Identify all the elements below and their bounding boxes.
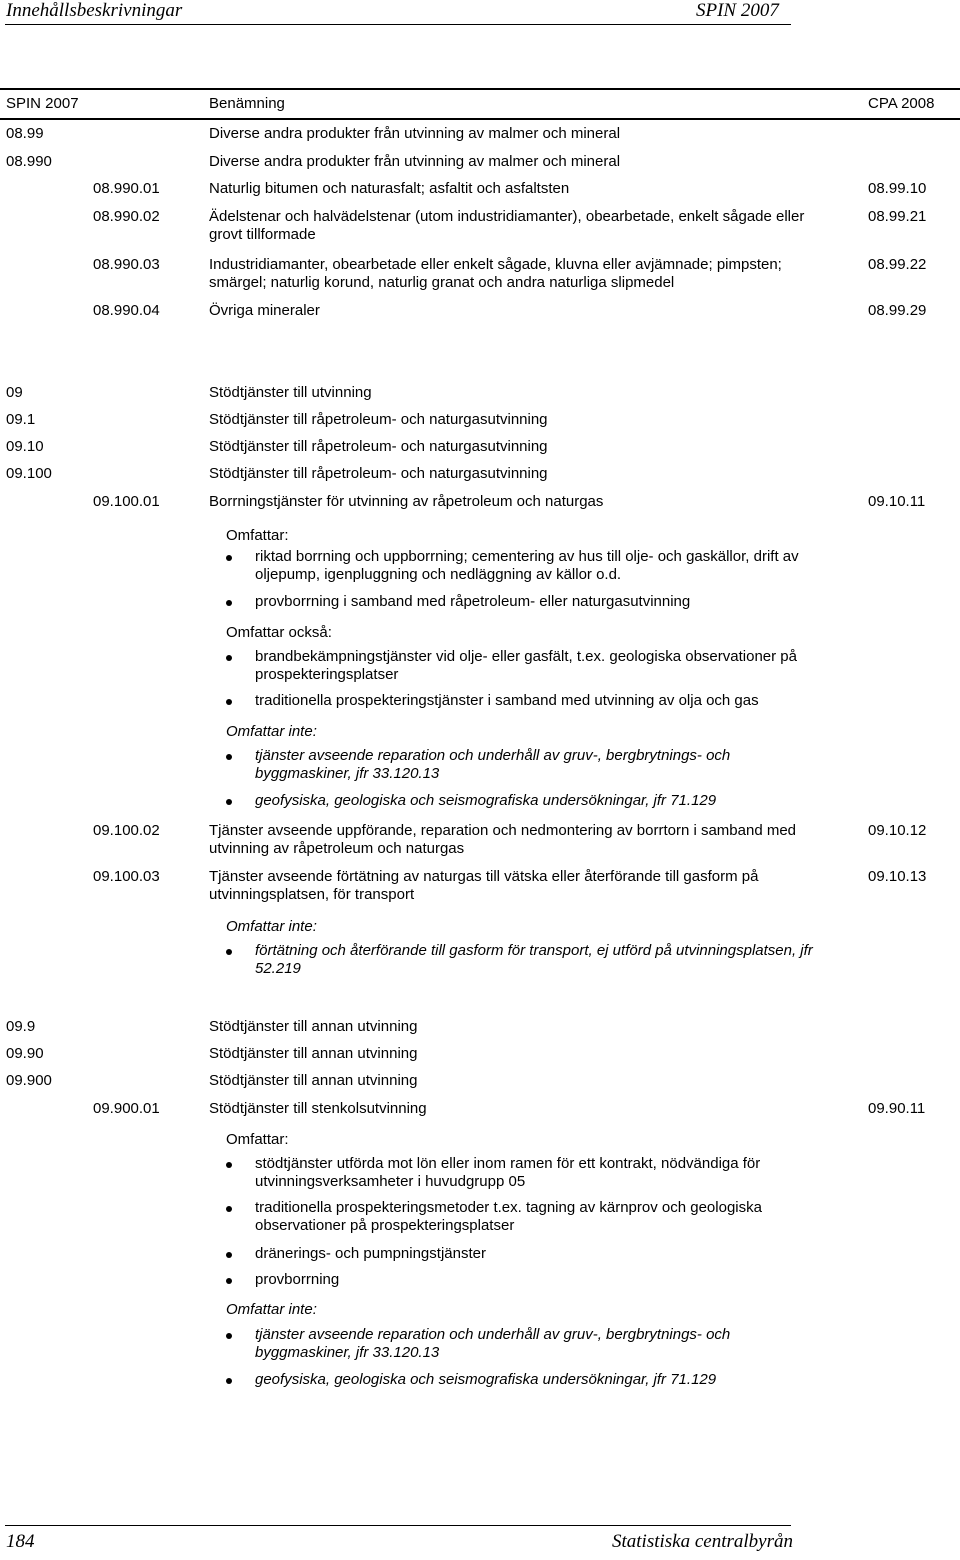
- row-name: Övriga mineraler: [209, 302, 320, 319]
- row-subcode: 09.900.01: [93, 1100, 160, 1117]
- footer-org: Statistiska centralbyrån: [612, 1531, 794, 1552]
- bullet-icon: [226, 655, 232, 661]
- note-item: provborrning i samband med råpetroleum- eller naturgasutvinning: [255, 593, 691, 610]
- row-name: Stödtjänster till annan utvinning: [209, 1018, 418, 1035]
- row-subcode: 09.100.02: [93, 822, 160, 839]
- row-cpa: 08.99.22: [868, 256, 927, 273]
- bullet-icon: [226, 555, 232, 561]
- bullet-icon: [226, 1378, 232, 1384]
- bullet-icon: [226, 1278, 232, 1284]
- note-item: traditionella prospekteringstjänster i samband med utvinning av olja och gas: [255, 692, 759, 709]
- row-name: Tjänster avseende förtätning av naturgas till vätska eller återförande till gasform på utvinningsplatsen, för transport: [209, 868, 759, 903]
- bullet-icon: [226, 754, 232, 760]
- row-cpa: 09.10.11: [868, 493, 926, 510]
- row-name: Stödtjänster till råpetroleum- och naturgasutvinning: [209, 411, 548, 428]
- row-code: 08.990: [6, 153, 52, 170]
- row-code: 09.100: [6, 465, 52, 482]
- row-subcode: 08.990.03: [93, 256, 160, 273]
- running-header-right: SPIN 2007: [696, 0, 779, 21]
- note-item: traditionella prospekteringsmetoder t.ex. tagning av kärnprov och geologiska observationer på prospekteringsplatser: [255, 1199, 762, 1234]
- note-item: geofysiska, geologiska och seismografiska undersökningar, jfr 71.129: [255, 1371, 717, 1388]
- note-item: tjänster avseende reparation och underhåll av gruv-, bergbrytnings- och byggmaskiner, jfr 33.120.13: [255, 747, 731, 782]
- table-header-benamning: Benämning: [209, 95, 285, 112]
- row-subcode: 08.990.02: [93, 208, 160, 225]
- row-subcode: 08.990.04: [93, 302, 160, 319]
- note-ocksa-heading: Omfattar också:: [226, 624, 332, 641]
- note-item: förtätning och återförande till gasform för transport, ej utförd på utvinningsplatsen, jfr 52.219: [255, 942, 813, 977]
- row-name: Stödtjänster till annan utvinning: [209, 1072, 418, 1089]
- bullet-icon: [226, 699, 232, 705]
- note-inte-heading: Omfattar inte:: [226, 918, 317, 935]
- table-header-bottom-rule: [0, 118, 960, 120]
- bullet-icon: [226, 799, 232, 805]
- row-name: Stödtjänster till råpetroleum- och naturgasutvinning: [209, 438, 548, 455]
- row-name: Industridiamanter, obearbetade eller enkelt sågade, kluvna eller avjämnade; pimpsten; smärgel; naturlig korund, naturlig granat och andra naturliga slipmedel: [209, 256, 782, 291]
- row-subcode: 09.100.01: [93, 493, 160, 510]
- row-code: 09.1: [6, 411, 36, 428]
- note-omfattar-heading: Omfattar:: [226, 1131, 289, 1148]
- note-item: tjänster avseende reparation och underhåll av gruv-, bergbrytnings- och byggmaskiner, jfr 33.120.13: [255, 1326, 731, 1361]
- row-name: Stödtjänster till stenkolsutvinning: [209, 1100, 427, 1117]
- note-inte-heading: Omfattar inte:: [226, 1301, 317, 1318]
- footer-rule: [5, 1525, 791, 1526]
- bullet-icon: [226, 949, 232, 955]
- row-name: Borrningstjänster för utvinning av råpetroleum och naturgas: [209, 493, 604, 510]
- row-name: Diverse andra produkter från utvinning av malmer och mineral: [209, 153, 621, 170]
- row-name: Tjänster avseende uppförande, reparation och nedmontering av borrtorn i samband med utvinning av råpetroleum och naturgas: [209, 822, 797, 857]
- row-cpa: 09.10.13: [868, 868, 927, 885]
- row-code: 08.99: [6, 125, 44, 142]
- row-code: 09.90: [6, 1045, 44, 1062]
- table-header-top-rule: [0, 88, 960, 90]
- row-cpa: 09.10.12: [868, 822, 927, 839]
- note-item: brandbekämpningstjänster vid olje- eller gasfält, t.ex. geologiska observationer på prospekteringsplatser: [255, 648, 797, 683]
- page-number: 184: [6, 1531, 35, 1552]
- header-rule: [5, 24, 791, 25]
- row-code: 09: [6, 384, 23, 401]
- row-name: Naturlig bitumen och naturasfalt; asfaltit och asfaltsten: [209, 180, 570, 197]
- note-omfattar-heading: Omfattar:: [226, 527, 289, 544]
- row-name: Stödtjänster till råpetroleum- och naturgasutvinning: [209, 465, 548, 482]
- row-cpa: 08.99.29: [868, 302, 927, 319]
- table-header-cpa: CPA 2008: [868, 95, 935, 112]
- table-header-spin: SPIN 2007: [6, 95, 79, 112]
- row-subcode: 08.990.01: [93, 180, 160, 197]
- bullet-icon: [226, 1162, 232, 1168]
- bullet-icon: [226, 1333, 232, 1339]
- row-cpa: 09.90.11: [868, 1100, 926, 1117]
- row-name: Diverse andra produkter från utvinning av malmer och mineral: [209, 125, 621, 142]
- note-item: riktad borrning och uppborrning; cementering av hus till olje- och gaskällor, drift av oljepump, igenpluggning och nedläggning av källor o.d.: [255, 548, 799, 583]
- row-name: Stödtjänster till annan utvinning: [209, 1045, 418, 1062]
- note-item: dränerings- och pumpningstjänster: [255, 1245, 486, 1262]
- bullet-icon: [226, 1206, 232, 1212]
- row-name: Stödtjänster till utvinning: [209, 384, 372, 401]
- row-code: 09.10: [6, 438, 44, 455]
- row-cpa: 08.99.21: [868, 208, 927, 225]
- bullet-icon: [226, 600, 232, 606]
- note-item: stödtjänster utförda mot lön eller inom ramen för ett kontrakt, nödvändiga för utvinningsverksamheter i huvudgrupp 05: [255, 1155, 761, 1190]
- row-code: 09.900: [6, 1072, 52, 1089]
- note-inte-heading: Omfattar inte:: [226, 723, 317, 740]
- row-code: 09.9: [6, 1018, 36, 1035]
- note-item: provborrning: [255, 1271, 340, 1288]
- note-item: geofysiska, geologiska och seismografiska undersökningar, jfr 71.129: [255, 792, 717, 809]
- bullet-icon: [226, 1252, 232, 1258]
- row-cpa: 08.99.10: [868, 180, 927, 197]
- row-subcode: 09.100.03: [93, 868, 160, 885]
- running-header-left: Innehållsbeskrivningar: [6, 0, 183, 21]
- row-name: Ädelstenar och halvädelstenar (utom industridiamanter), obearbetade, enkelt sågade eller grovt tillformade: [209, 208, 805, 243]
